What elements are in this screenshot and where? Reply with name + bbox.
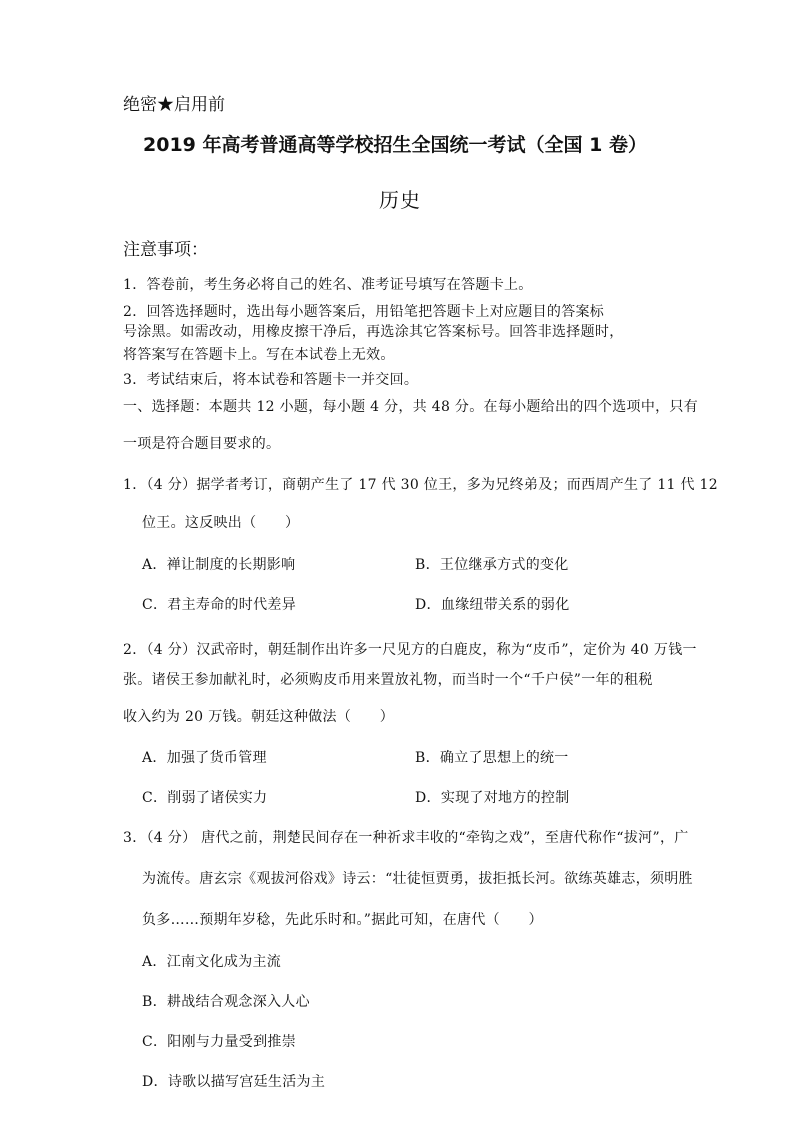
question-stem-line: 位王。这反映出（ ） [142,515,300,531]
option-a: A．加强了货币管理 [142,750,267,766]
confidential-label: 绝密★启用前 [123,95,225,115]
question-stem-line: 2．（4 分）汉武帝时，朝廷制作出许多一尺见方的白鹿皮，称为“皮币”，定价为 40 万钱一 [123,642,697,658]
option-b: B．王位继承方式的变化 [415,557,569,573]
notice-item-2-line-2: 号涂黑。如需改动，用橡皮擦干净后，再选涂其它答案标号。回答非选择题时， [123,324,624,340]
notice-item-2-line-3: 将答案写在答题卡上。写在本试卷上无效。 [123,347,395,363]
section-intro-line-1: 一、选择题：本题共 12 小题，每小题 4 分，共 48 分。在每小题给出的四个选项中，只有 [123,399,699,415]
option-b: B．确立了思想上的统一 [415,750,569,766]
option-a: A．禅让制度的长期影响 [142,557,296,573]
notice-heading: 注意事项： [123,240,208,260]
option-b: B．耕战结合观念深入人心 [142,994,310,1010]
option-c: C．阳刚与力量受到推崇 [142,1034,297,1050]
notice-item-3: 3．考试结束后，将本试卷和答题卡一并交回。 [123,372,419,388]
subject-title: 历史 [379,188,421,212]
notice-item-1: 1．答卷前，考生务必将自己的姓名、准考证号填写在答题卡上。 [123,277,533,293]
question-stem-line: 负多……预期年岁稔，先此乐时和。”据此可知，在唐代（ ） [142,912,543,928]
option-a: A．江南文化成为主流 [142,954,282,970]
exam-title: 2019 年高考普通高等学校招生全国统一考试（全国 1 卷） [143,134,647,156]
question-stem-line: 1．（4 分）据学者考订，商朝产生了 17 代 30 位王，多为兄终弟及；而西周产生了 11 代 12 [123,477,718,493]
question-stem-line: 3．（4 分） 唐代之前，荆楚民间存在一种祈求丰收的“牵钩之戏”，至唐代称作“拔河”，广 [123,830,689,846]
option-d: D．血缘纽带关系的弱化 [415,597,570,613]
option-d: D．诗歌以描写宫廷生活为主 [142,1074,326,1090]
option-c: C．君主寿命的时代差异 [142,597,297,613]
option-c: C．削弱了诸侯实力 [142,790,268,806]
notice-item-2-line-1: 2．回答选择题时，选出每小题答案后，用铅笔把答题卡上对应题目的答案标 [123,304,605,320]
question-stem-line: 收入约为 20 万钱。朝廷这种做法（ ） [123,709,395,725]
option-d: D．实现了对地方的控制 [415,790,570,806]
section-intro-line-2: 一项是符合题目要求的。 [123,436,281,452]
question-stem-line: 为流传。唐玄宗《观拔河俗戏》诗云：“壮徒恒贾勇，拔拒抵长河。欲练英雄志，须明胜 [142,871,693,887]
question-stem-line: 张。诸侯王参加献礼时，必须购皮币用来置放礼物，而当时一个“千户侯”一年的租税 [123,672,653,688]
